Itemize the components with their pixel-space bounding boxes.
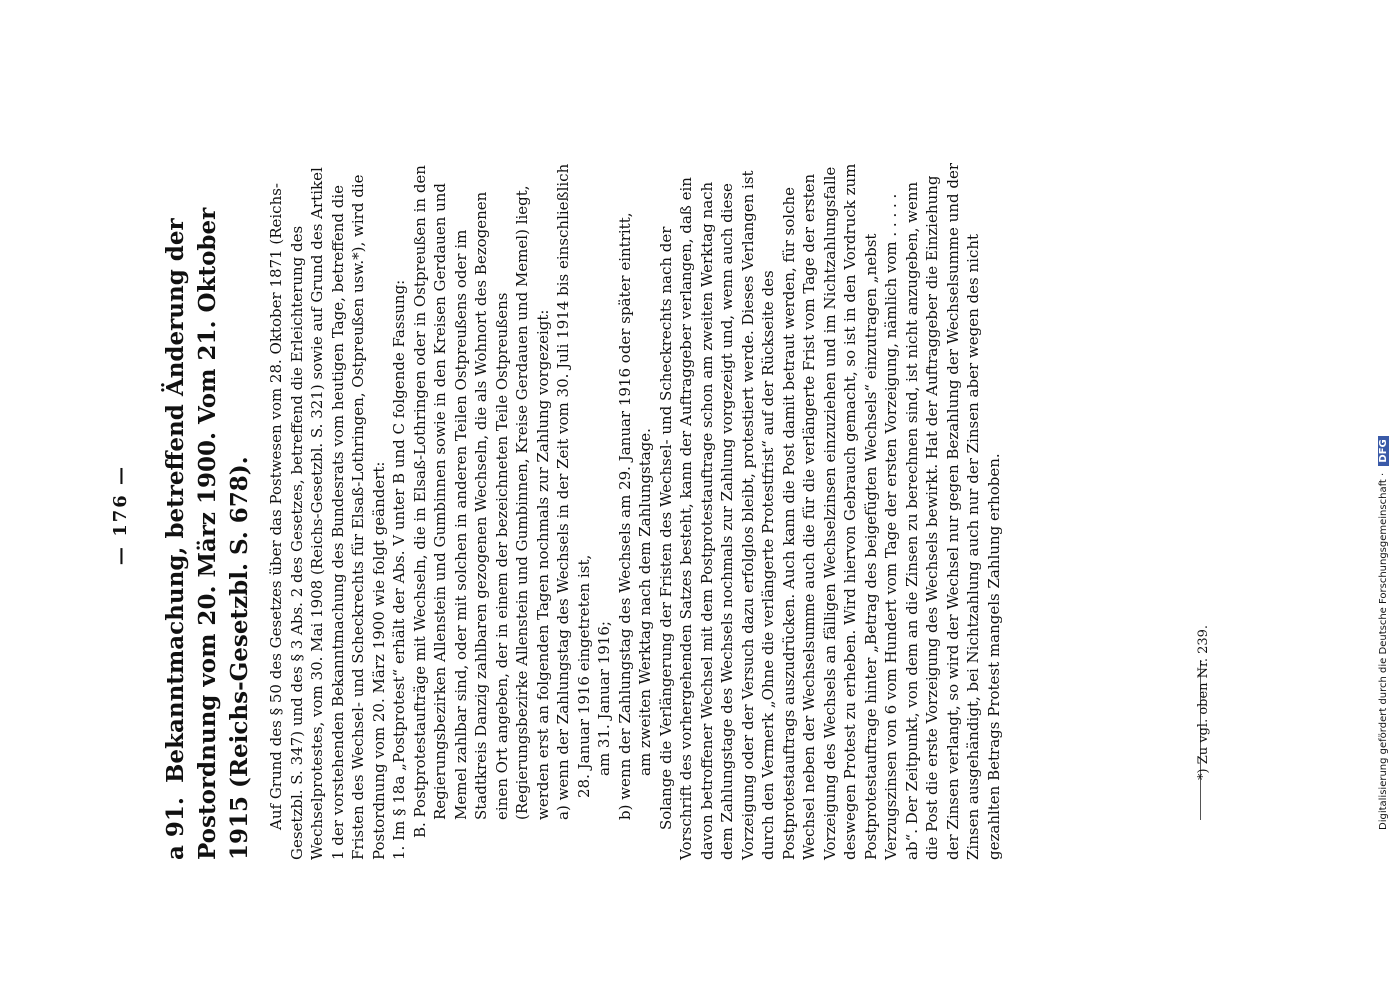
- heading-number: a 91.: [162, 797, 189, 860]
- main-paragraph: Solange die Verlängerung der Fristen des Wechsel- und Scheckrechts nach der Vorschrift des vorhergehenden Satzes besteht, kann der Auftraggeber verlangen, daß ein davon betroffener Wechsel mit dem Postprotestauftrage schon am zweiten Werktag nach dem Zahlungstage des Wechsels nochmals zur Zahlung vorgezeigt und, wenn auch diese Vorzeigung oder der Versuch dazu erfolglos bleibt, protestiert werde. Dieses Verlangen ist durch den Vermerk „Ohne die verlängerte Protestfrist“ auf der Rückseite des Postprotestauftrags auszudrücken. Auch kann die Post damit betraut werden, für solche Wechsel neben der Wechselsumme auch die für die verlängerte Frist vom Tage der ersten Vorzeigung des Wechsels an fälligen Wechselzinsen einzuziehen und im Nichtzahlungsfalle deswegen Protest zu erheben. Wird hiervon Gebrauch gemacht, so ist in den Vordruck zum Postprotestauftrage hinter „Betrag des beigefügten Wechsels“ einzutragen „nebst Verzugszinsen von 6 vom Hundert vom Tage der ersten Vorzeigung, nämlich vom . . . . . ab“. Der Zeitpunkt, von dem an die Zinsen zu berechnen sind, ist nicht anzugeben, wenn die Post die erste Vorzeigung des Wechsels bewirkt. Hat der Auftraggeber die Einziehung der Zinsen verlangt, so wird der Wechsel nur gegen Bezahlung der Wechselsumme und der Zinsen ausgehändigt, bei Nichtzahlung auch nur der Zinsen aber wegen des nicht gezahlten Betrags Protest mangels Zahlung erhoben.: [656, 162, 1003, 860]
- dfg-logo-icon: DFG: [1378, 436, 1389, 465]
- heading-title: Bekanntmachung, betreffend Änderung der Postordnung vom 20. März 1900. Vom 21. Oktober 1915 (Reichs-Gesetzbl. S. 678).: [162, 207, 253, 860]
- list-item-b-sub-cont: am zweiten Werktag nach dem Zahlungstage.: [636, 428, 654, 776]
- dfg-credit-text: Digitalisierung gefördert durch die Deutsche Forschungsgemeinschaft ·: [1378, 472, 1389, 830]
- list-item-a-date: am 31. Januar 1916;: [595, 621, 613, 776]
- list-item-b: B. Postprotestaufträge mit Wechseln, die in Elsaß-Lothringen oder in Ostpreußen in den Regierungsbezirken Allenstein und Gumbinnen sowie in den Kreisen Gerdauen und Memel zahlbar sind, oder mit solchen in anderen Teilen Ostpreußens oder im Stadtkreis Danzig zahlbaren gezogenen Wechseln, die als Wohnort des Bezogenen einen Ort angeben, der in einem der bezeichneten Teile Ostpreußens (Regierungsbezirke Allenstein und Gumbinnen, Kreise Gerdauen und Memel) liegt, werden erst an folgenden Tagen nochmals zur Zahlung vorgezeigt:: [410, 165, 552, 838]
- document-body: [266, 160, 1004, 860]
- intro-paragraph: Auf Grund des § 50 des Gesetzes über das Postwesen vom 28. Oktober 1871 (Reichs-Gesetzbl. S. 347) und des § 3 Abs. 2 des Gesetzes, betreffend die Erleichterung des Wechselprotestes, vom 30. Mai 1908 (Reichs-Gesetzbl. S. 321) sowie auf Grund des Artikel 1 der vorstehenden Bekanntmachung des Bundesrats vom heutigen Tage, betreffend die Fristen des Wechsel- und Scheckrechts für Elsaß-Lothringen, Ostpreußen usw.*), wird die Postordnung vom 20. März 1900 wie folgt geändert:: [267, 167, 388, 860]
- list-item-b-sub: b) wenn der Zahlungstag des Wechsels am 29. Januar 1916 oder später eintritt,: [615, 212, 634, 820]
- page-body: [110, 160, 1004, 860]
- list-item-a: a) wenn der Zahlungstag des Wechsels in der Zeit vom 30. Juli 1914 bis einschließlich 28. Januar 1916 eingetreten ist,: [554, 163, 593, 820]
- dfg-credit: [1378, 436, 1389, 830]
- list-item-1: 1. Im § 18a „Postprotest“ erhält der Abs. V unter B und C folgende Fassung:: [390, 279, 408, 860]
- document-heading: [160, 160, 256, 860]
- footnote: *) Zu vgl. oben Nr. 239.: [1196, 624, 1211, 780]
- page-number: — 176 —: [110, 464, 131, 566]
